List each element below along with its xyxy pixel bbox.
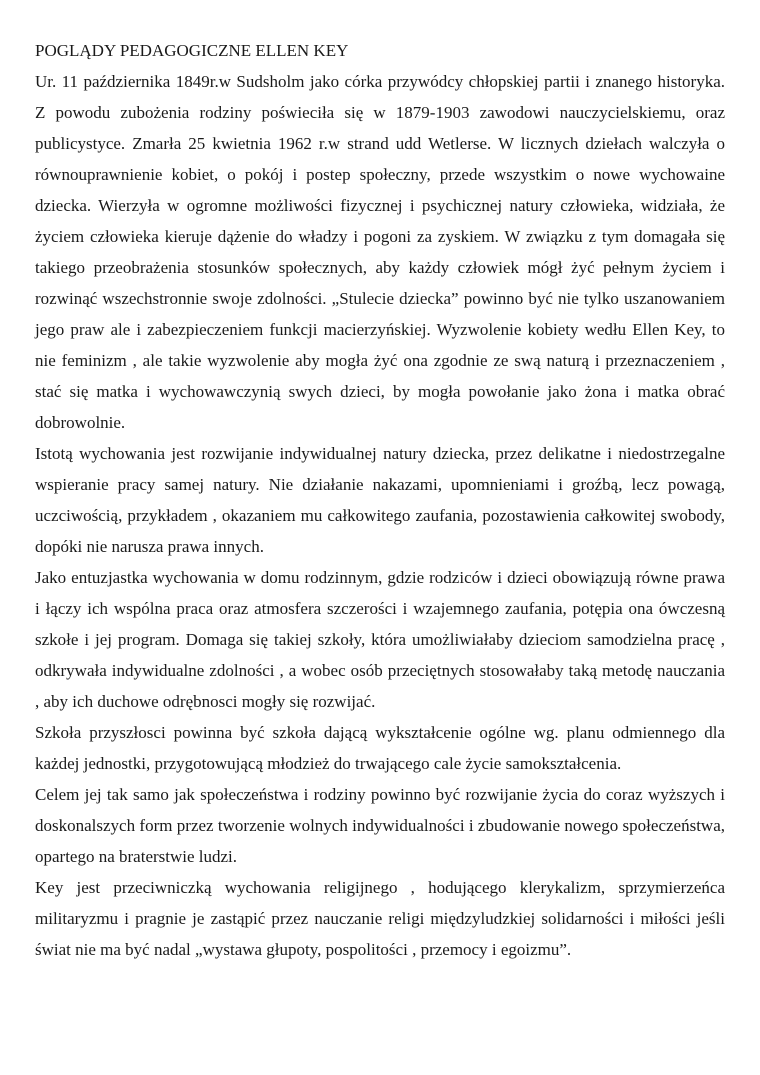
paragraph-biography: Ur. 11 października 1849r.w Sudsholm jako córka przywódcy chłopskiej partii i znanego historyka. Z powodu zubożenia rodziny poświeciła się w 1879-1903 zawodowi nauczycielskiemu, oraz publicystyce. Zmarła 25 kwietnia 1962 r.w strand udd Wetlerse. W licznych dziełach walczyła o równouprawnienie kobiet, o pokój i postep społeczny, przede wszystkim o nowe wychowaine dziecka. Wierzyła w ogromne możliwości fizycznej i psychicznej natury człowieka, widziała, że życiem człowieka kieruje dążenie do władzy i pogoni za zyskiem. W związku z tym domagała się takiego przeobrażenia stosunków społecznych, aby każdy człowiek mógł żyć pełnym życiem i rozwinąć wszechstronnie swoje zdolności. „Stulecie dziecka” powinno być nie tylko uszanowaniem jego praw ale i zabezpieczeniem funkcji macierzyńskiej. Wyzwolenie kobiety wedłu Ellen Key, to nie feminizm , ale takie wyzwolenie aby mogła żyć ona zgodnie ze swą naturą i przeznaczeniem , stać się matka i wychowawczynią swych dzieci, by mogła powołanie jako żona i matka obrać dobrowolnie. — [35, 72, 725, 432]
document-page — [35, 35, 725, 965]
paragraph-goal: Celem jej tak samo jak społeczeństwa i rodziny powinno być rozwijanie życia do coraz wyższych i doskonalszych form przez tworzenie wolnych indywidualności i zbudowanie nowego społeczeństwa, opartego na braterstwie ludzi. — [35, 785, 725, 866]
document-title: POGLĄDY PEDAGOGICZNE ELLEN KEY — [35, 41, 349, 60]
paragraph-religion: Key jest przeciwniczką wychowania religijnego , hodującego klerykalizm, sprzymierzeńca militaryzmu i pragnie je zastąpić przez nauczanie religi międzyludzkiej solidarności i miłości jeśli świat nie ma być nadal „wystawa głupoty, pospolitości , przemocy i egoizmu”. — [35, 878, 725, 959]
paragraph-home-education: Jako entuzjastka wychowania w domu rodzinnym, gdzie rodziców i dzieci obowiązują równe prawa i łączy ich wspólna praca oraz atmosfera szczerości i wzajemnego zaufania, potępia ona ówczesną szkołe i jej program. Domaga się takiej szkoły, która umożliwiałaby dzieciom samodzielna pracę , odkrywała indywidualne zdolności , a wobec osób przeciętnych stosowałaby taką metodę nauczania , aby ich duchowe odrębnosci mogły się rozwijać. — [35, 568, 725, 711]
paragraph-future-school: Szkoła przyszłosci powinna być szkoła dającą wykształcenie ogólne wg. planu odmiennego dla każdej jednostki, przygotowującą młodzież do trwającego cale życie samokształcenia. — [35, 723, 725, 773]
paragraph-essence-of-upbringing: Istotą wychowania jest rozwijanie indywidualnej natury dziecka, przez delikatne i niedostrzegalne wspieranie pracy samej natury. Nie działanie nakazami, upomnieniami i groźbą, lecz powagą, uczciwością, przykładem , okazaniem mu całkowitego zaufania, pozostawienia całkowitej swobody, dopóki nie narusza prawa innych. — [35, 444, 725, 556]
